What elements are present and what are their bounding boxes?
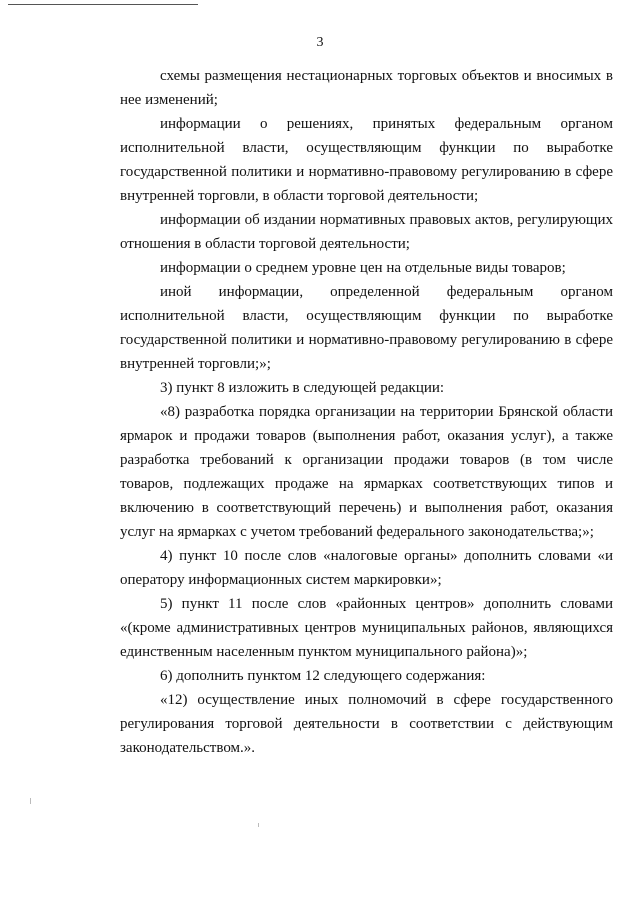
paragraph-price-level-info: информации о среднем уровне цен на отдельные виды товаров;: [160, 260, 566, 276]
scan-artifact: [30, 798, 31, 804]
paragraph-point-12-text: «12) осуществление иных полномочий в сфере государственного регулирования торговой деятельности в соответствии с действующим законодательством.».: [120, 692, 613, 756]
paragraph-item-5: 5) пункт 11 после слов «районных центров» дополнить словами «(кроме административных центров муниципальных районов, являющихся единственным населенным пунктом муниципального района)»;: [120, 596, 613, 660]
paragraph-other-info: иной информации, определенной федеральным органом исполнительной власти, осуществляющим функции по выработке государственной политики и нормативно-правовому регулированию в сфере внутренней торговли;»;: [120, 284, 613, 372]
scan-artifact: [258, 823, 259, 827]
paragraph-schemes: схемы размещения нестационарных торговых объектов и вносимых в нее изменений;: [120, 68, 613, 108]
paragraph-item-3: 3) пункт 8 изложить в следующей редакции:: [160, 380, 445, 396]
paragraph-point-8-text: «8) разработка порядка организации на территории Брянской области ярмарок и продажи товаров (выполнения работ, оказания услуг), а также разработка требований к организации продажи товаров (в том числе товаров, подлежащих продаже на ярмарках соответствующих типов и включению в соответствующий перечень) и выполнения работ, оказания услуг на ярмарках с учетом требований федерального законодательства;»;: [120, 404, 613, 540]
paragraph-legal-acts-info: информации об издании нормативных правовых актов, регулирующих отношения в области торговой деятельности;: [120, 212, 613, 252]
document-body: [120, 64, 613, 760]
paragraph-item-4: 4) пункт 10 после слов «налоговые органы» дополнить словами «и оператору информационных систем маркировки»;: [120, 548, 613, 588]
paragraph-item-6: 6) дополнить пунктом 12 следующего содержания:: [160, 668, 486, 684]
paragraph-decisions-info: информации о решениях, принятых федеральным органом исполнительной власти, осуществляющим функции по выработке государственной политики и нормативно-правовому регулированию в сфере внутренней торговли, в области торговой деятельности;: [120, 116, 613, 204]
scan-edge-line: [8, 4, 198, 5]
page-number: 3: [316, 35, 324, 50]
